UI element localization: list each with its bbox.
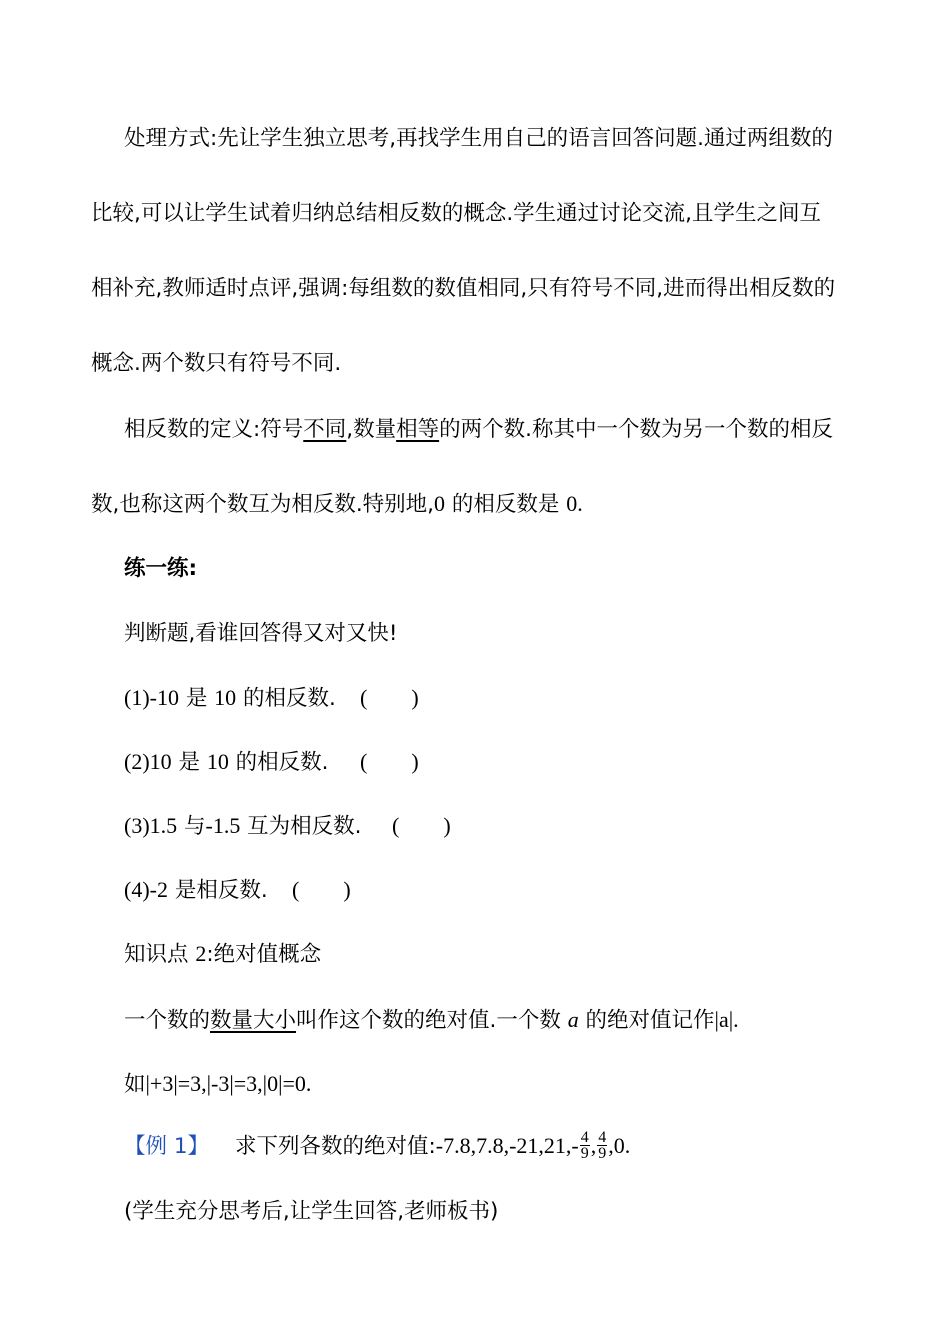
definition-line2 xyxy=(91,489,583,520)
item1-number: (1)-10 xyxy=(124,685,179,710)
example-1-end: ,0. xyxy=(608,1133,631,1158)
kp2-title-b: :绝对值概念 xyxy=(206,942,322,967)
def-line2-b: 的相反数是 xyxy=(445,492,567,517)
example-1 xyxy=(124,1128,631,1163)
abs-def-underline: 数量大小 xyxy=(210,1008,297,1033)
absolute-value-examples xyxy=(124,1069,311,1100)
item3-answer-blank: ( ) xyxy=(392,813,451,838)
item1-text2: 的相反数. xyxy=(236,686,336,711)
practice-title: 练一练: xyxy=(124,556,198,581)
kp2-title-number: 2 xyxy=(195,941,207,966)
item4-text1: 是相反数. xyxy=(167,878,268,903)
abs-def-a: 一个数的 xyxy=(124,1008,211,1033)
abs-def-c: 的绝对值记作 xyxy=(578,1008,715,1033)
example-1-sep: , xyxy=(590,1133,597,1158)
abs-def-b: 叫作这个数的绝对值.一个数 xyxy=(296,1008,568,1033)
item4-answer-blank: ( ) xyxy=(292,877,351,902)
abs-def-notation: |a|. xyxy=(714,1007,739,1032)
example-1-note: (学生充分思考后,让学生回答,老师板书) xyxy=(124,1199,499,1224)
item2-text1: 是 xyxy=(171,750,207,775)
item3-text2: 互为相反数. xyxy=(240,814,362,839)
para1-line4: 概念.两个数只有符号不同. xyxy=(91,351,342,376)
def-zero-1: 0 xyxy=(434,491,446,516)
practice-item-1 xyxy=(124,683,419,714)
def-underline-equal: 相等 xyxy=(396,417,440,442)
item4-number: (4)-2 xyxy=(124,877,168,902)
def-underline-different: 不同 xyxy=(303,417,347,442)
absolute-value-definition xyxy=(124,1005,739,1036)
def-zero-2: 0. xyxy=(566,491,583,516)
abs-ex-a: 如 xyxy=(124,1072,146,1097)
para1-line3: 相补充,教师适时点评,强调:每组数的数值相同,只有符号不同,进而得出相反数的 xyxy=(91,276,836,301)
item2-number: (2)10 xyxy=(124,749,172,774)
practice-item-4 xyxy=(124,875,351,906)
example-1-numbers: -7.8,7.8,-21,21,- xyxy=(435,1133,579,1158)
para1-line2: 比较,可以让学生试着归纳总结相反数的概念.学生通过讨论交流,且学生之间互 xyxy=(91,201,822,226)
item3-number2: -1.5 xyxy=(205,813,241,838)
practice-intro: 判断题,看谁回答得又对又快! xyxy=(124,621,398,646)
example-1-label: 【例 1】 xyxy=(124,1134,210,1159)
fraction-4-9: $\frac{4}{9}$ xyxy=(598,1128,607,1162)
def-text-a: 相反数的定义:符号 xyxy=(124,417,304,442)
item1-number2: 10 xyxy=(214,685,237,710)
item3-text1: 与 xyxy=(177,814,206,839)
definition-line1 xyxy=(124,415,833,445)
def-line2-a: 数,也称这两个数互为相反数.特别地, xyxy=(91,492,435,517)
item3-number: (3)1.5 xyxy=(124,813,178,838)
item1-answer-blank: ( ) xyxy=(360,685,419,710)
practice-item-2 xyxy=(124,747,419,778)
def-text-c: 的两个数.称其中一个数为另一个数的相反 xyxy=(439,417,833,442)
def-text-b: ,数量 xyxy=(346,417,397,442)
abs-ex-b: |+3|=3,|-3|=3,|0|=0. xyxy=(145,1071,312,1096)
item2-answer-blank: ( ) xyxy=(360,749,419,774)
practice-item-3 xyxy=(124,811,451,842)
item2-number2: 10 xyxy=(206,749,229,774)
example-1-text: 求下列各数的绝对值: xyxy=(235,1134,436,1159)
knowledge-point-2-title xyxy=(124,939,321,970)
fraction-neg-4-9: $\frac{4}{9}$ xyxy=(580,1128,589,1162)
para1-line1: 处理方式:先让学生独立思考,再找学生用自己的语言回答问题.通过两组数的 xyxy=(124,126,833,151)
item2-text2: 的相反数. xyxy=(228,750,329,775)
kp2-title-a: 知识点 xyxy=(124,942,196,967)
item1-text1: 是 xyxy=(178,686,215,711)
abs-def-variable: a xyxy=(567,1007,579,1032)
